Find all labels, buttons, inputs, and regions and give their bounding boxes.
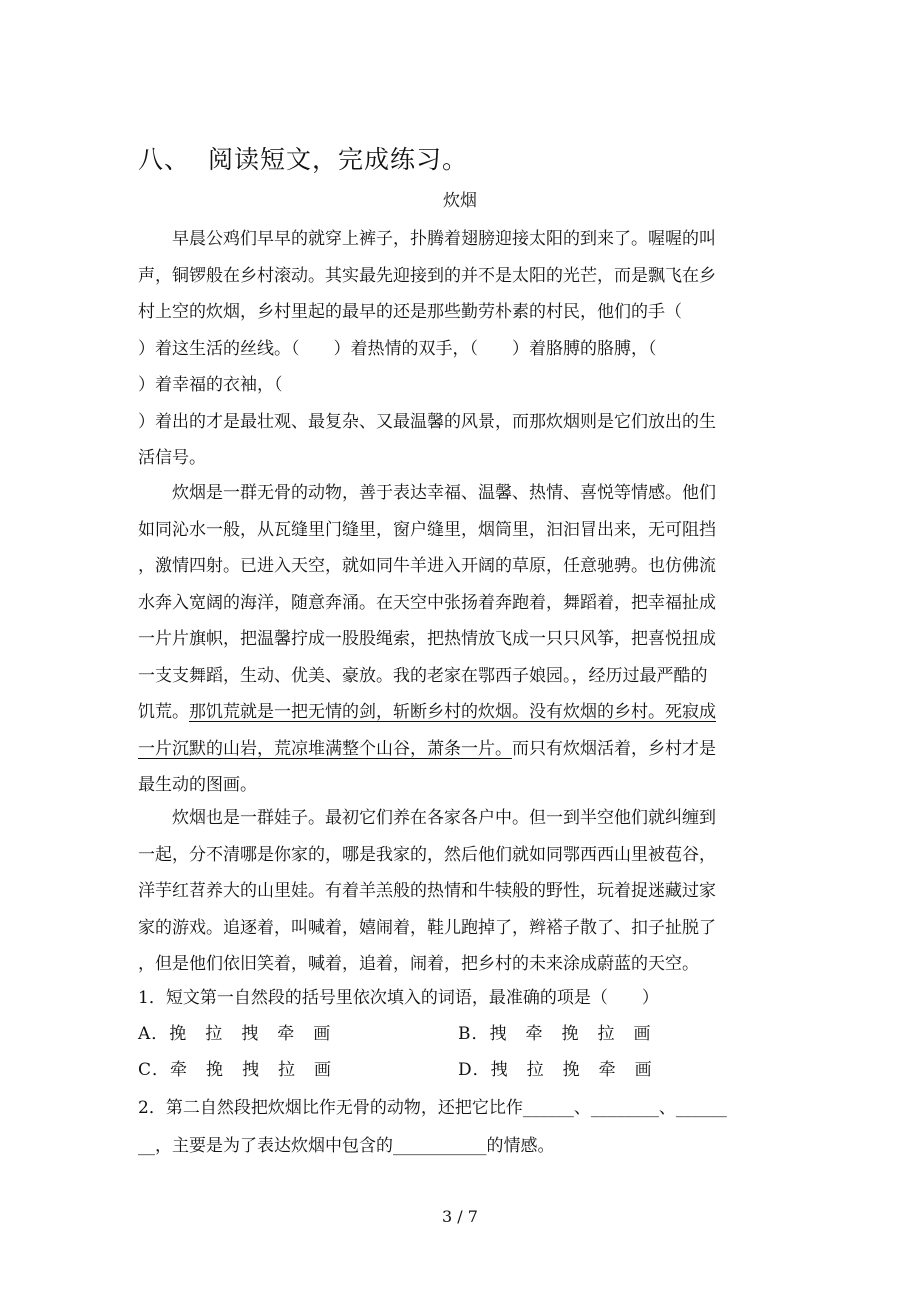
paragraph-line: 村上空的炊烟，乡村里起的最早的还是那些勤劳朴素的村民，他们的手（ bbox=[138, 302, 682, 322]
paragraph-line: 早晨公鸡们早早的就穿上裤子，扑腾着翅膀迎接太阳的到来了。喔喔的叫 bbox=[172, 229, 716, 249]
passage-body-2 bbox=[138, 475, 778, 804]
paragraph-line: 炊烟也是一群娃子。最初它们养在各家各户中。但一到半空他们就纠缠到 bbox=[172, 808, 716, 828]
passage-body bbox=[138, 221, 778, 477]
section-title: 阅读短文，完成练习。 bbox=[208, 145, 469, 174]
question-2-line-2: __，主要是为了表达炊烟中包含的___________的情感。 bbox=[138, 1136, 555, 1156]
section-number: 八、 bbox=[138, 145, 191, 174]
paragraph-line: 家的游戏。追逐着，叫喊着，嬉闹着，鞋儿跑掉了，辫褡子散了、扣子扯脱了 bbox=[138, 917, 716, 938]
plain-text: 而只有炊烟活着，乡村才是 bbox=[512, 738, 716, 759]
question-1: 1．短文第一自然段的括号里依次填入的词语，最准确的项是（ ） bbox=[138, 988, 659, 1008]
paragraph-2 bbox=[138, 475, 778, 804]
section-heading bbox=[138, 142, 468, 178]
paragraph-line: ）着这生活的丝线。（ ）着热情的双手，（ ）着胳膊的胳膊，（ bbox=[138, 338, 657, 359]
paragraph-line: 水奔入宽阔的海洋，随意奔涌。在天空中张扬着奔跑着，舞蹈着，把幸福扯成 bbox=[138, 592, 716, 613]
paragraph-line: 洋芋红苕养大的山里娃。有着羊羔般的热情和牛犊般的野性，玩着捉迷藏过家 bbox=[138, 881, 716, 901]
option-c: C．牵 挽 拽 拉 画 bbox=[138, 1060, 333, 1080]
paragraph-line: 声，铜锣般在乡村滚动。其实最先迎接到的并不是太阳的光芒，而是飘飞在乡 bbox=[138, 265, 716, 286]
paragraph-line: 一起，分不清哪是你家的，哪是我家的，然后他们就如同鄂西西山里被苞谷， bbox=[138, 844, 716, 865]
plain-text: 饥荒。 bbox=[138, 702, 189, 722]
paragraph-line bbox=[138, 731, 778, 768]
option-a: A．挽 拉 拽 牵 画 bbox=[138, 1024, 332, 1044]
paragraph-line: ）着出的才是最壮观、最复杂、又最温馨的风景，而那炊烟则是它们放出的生 bbox=[138, 411, 716, 432]
paragraph-line: 一片片旗帜，把温馨拧成一股股绳索，把热情放飞成一只只风筝，把喜悦扭成 bbox=[138, 629, 716, 649]
paragraph-line: 一支支舞蹈，生动、优美、豪放。我的老家在鄂西子娘园。，经历过最严酷的 bbox=[138, 665, 708, 686]
paragraph-line: ，激情四射。已进入天空，就如同牛羊进入开阔的草原，任意驰骋。也仿佛流 bbox=[138, 556, 716, 576]
option-b: B．拽 牵 挽 拉 画 bbox=[458, 1024, 652, 1044]
paragraph-line: ）着幸福的衣袖，（ bbox=[138, 375, 283, 395]
underlined-sentence: 一片沉默的山岩，荒凉堆满整个山谷，萧条一片。 bbox=[138, 738, 512, 759]
underlined-sentence: 那饥荒就是一把无情的剑，斩断乡村的炊烟。没有炊烟的乡村。死寂成 bbox=[189, 702, 716, 722]
passage-title: 炊烟 bbox=[443, 191, 477, 211]
paragraph-line: 如同沁水一般，从瓦缝里门缝里，窗户缝里，烟筒里，汩汩冒出来，无可阻挡 bbox=[138, 519, 716, 540]
page-number: 3 / 7 bbox=[442, 1207, 478, 1226]
paragraph-line: 活信号。 bbox=[138, 448, 206, 468]
option-d: D．拽 拉 挽 牵 画 bbox=[458, 1060, 653, 1080]
paragraph-line: 最生动的图画。 bbox=[138, 775, 257, 795]
paragraph-line: 炊烟是一群无骨的动物，善于表达幸福、温馨、热情、喜悦等情感。他们 bbox=[172, 483, 716, 503]
paragraph-line bbox=[138, 694, 778, 731]
question-2-line-1: 2．第二自然段把炊烟比作无骨的动物，还把它比作______、________、______ bbox=[138, 1098, 727, 1118]
passage-body-3 bbox=[138, 800, 778, 983]
paragraph-line: ，但是他们依旧笑着，喊着，追着，闹着，把乡村的未来涂成蔚蓝的天空。 bbox=[138, 954, 699, 974]
paragraph-1 bbox=[138, 221, 778, 477]
paragraph-3 bbox=[138, 800, 778, 983]
